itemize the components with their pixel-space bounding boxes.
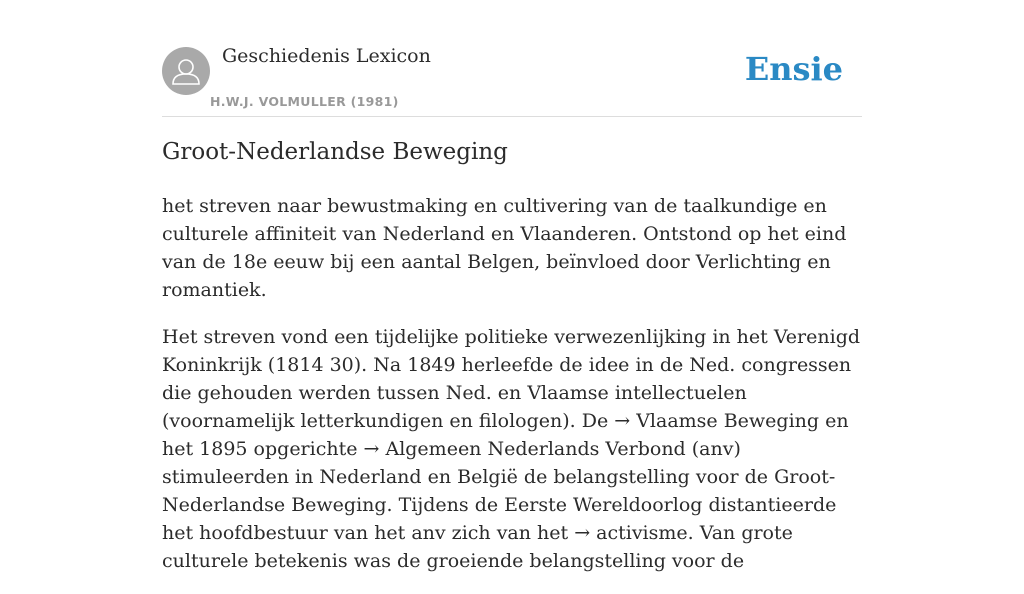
- source-author: H.W.J. VOLMULLER (1981): [210, 94, 399, 109]
- link-algemeen-nederlands-verbond[interactable]: → Algemeen Nederlands Verbond: [363, 438, 686, 460]
- page-container: [162, 0, 862, 572]
- link-vlaamse-beweging[interactable]: → Vlaamse Beweging: [614, 410, 820, 432]
- article-title: Groot-Nederlandse Beweging: [162, 139, 508, 165]
- paragraph-2-text: (anv) stimuleerden in Nederland en België de belangstelling voor de Groot-Nederlandse Beweging. Tijdens de Eerste Wereldoorlog distantieerde het hoofdbestuur van het anv zich van het: [162, 438, 837, 544]
- paragraph-2-text: Het streven vond een tijdelijke politieke verwezenlijking in het Verenigd Koninkrijk (1814 30). Na 1849 herleefde de idee in de Ned. congressen die gehouden werden tussen Ned. en Vlaamse intellectuelen (voornamelijk letterkundigen en filologen). De: [162, 326, 861, 432]
- author-avatar[interactable]: [162, 47, 210, 95]
- paragraph-1: het streven naar bewustmaking en cultivering van de taalkundige en culturele affiniteit van Nederland en Vlaanderen. Ontstond op het eind van de 18e eeuw bij een aantal Belgen, beïnvloed door Verlichting en romantiek.: [162, 195, 847, 301]
- source-title[interactable]: Geschiedenis Lexicon: [222, 45, 431, 67]
- paragraph-2-text: en het 1895 opgerichte: [162, 410, 849, 460]
- source-header: [162, 0, 862, 117]
- article-body: [162, 192, 862, 594]
- paragraph-2: [162, 323, 862, 575]
- link-activisme[interactable]: → activisme: [574, 522, 688, 544]
- ensie-logo[interactable]: Ensie: [744, 50, 843, 88]
- paragraph-2-text: . Van grote culturele betekenis was de groeiende belangstelling voor de: [162, 522, 793, 572]
- user-avatar-icon: [162, 47, 210, 95]
